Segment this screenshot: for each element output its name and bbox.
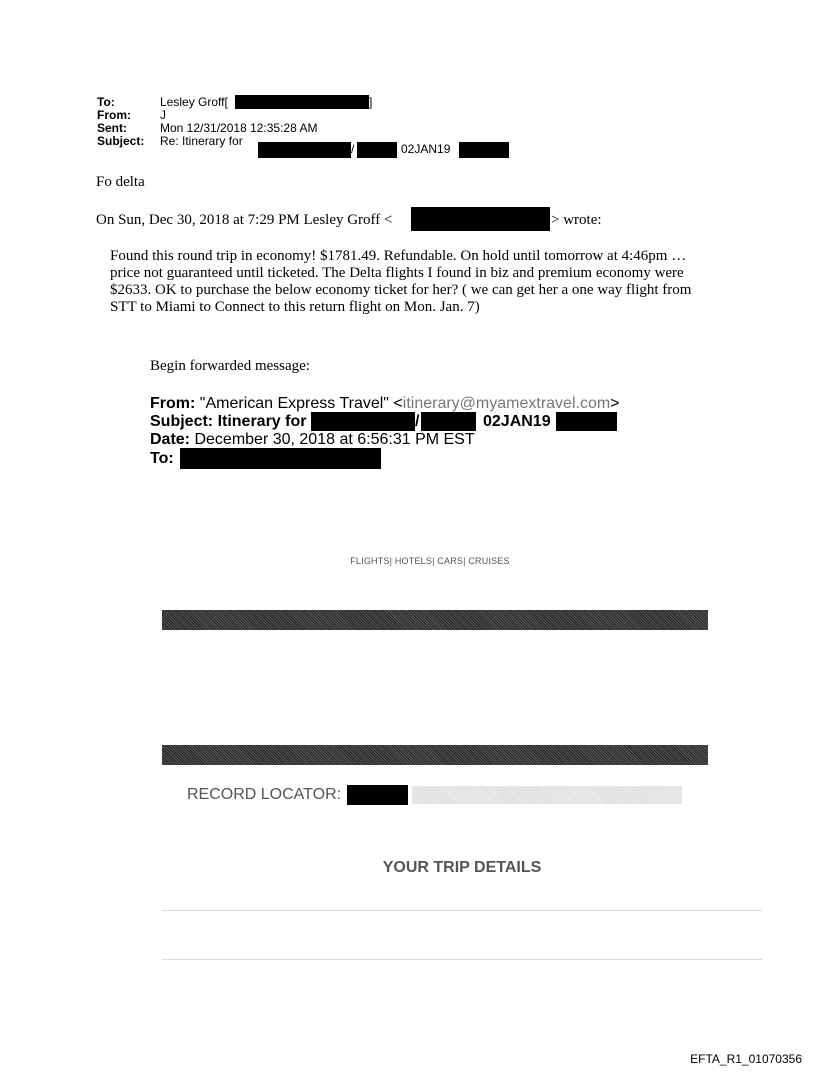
redaction-box (235, 95, 369, 109)
subject-slash: / (351, 142, 355, 156)
forward-date-label: Date: (150, 431, 191, 448)
forward-subject-label: Subject: Itinerary for (150, 413, 307, 430)
forward-date-value: December 30, 2018 at 6:56:31 PM EST (194, 431, 475, 448)
forward-from-close: > (610, 395, 620, 412)
redaction-box (180, 448, 381, 469)
trip-details-heading: YOUR TRIP DETAILS (382, 859, 542, 876)
subject-label: Subject: (97, 134, 145, 148)
header-subject-row (97, 135, 243, 148)
record-locator-bar (412, 786, 682, 804)
quote-intro-suffix: > wrote: (551, 212, 602, 228)
redaction-box (421, 412, 476, 431)
redaction-box (347, 785, 408, 805)
redaction-box (357, 142, 397, 158)
forward-from-row (150, 395, 620, 413)
forward-from-email[interactable]: itinerary@myamextravel.com (402, 395, 611, 412)
sent-label: Sent: (97, 121, 127, 135)
subject-date: 02JAN19 (401, 142, 451, 156)
forward-to-label: To: (150, 450, 174, 467)
forward-subject-slash: / (415, 413, 420, 430)
reply-text: Fo delta (96, 174, 145, 190)
forward-subject-row (150, 413, 306, 431)
redaction-box (411, 207, 550, 231)
to-close-bracket: ] (369, 95, 373, 109)
hatched-banner-bottom (162, 745, 708, 765)
from-value: J (160, 108, 166, 122)
document-id: EFTA_R1_01070356 (690, 1052, 802, 1066)
nav-links[interactable]: FLIGHTS| HOTELS| CARS| CRUISES (350, 556, 510, 566)
forward-intro: Begin forwarded message: (150, 358, 310, 374)
divider (162, 910, 762, 911)
redaction-box (556, 412, 617, 431)
quote-intro-prefix: On Sun, Dec 30, 2018 at 7:29 PM Lesley Groff < (96, 212, 393, 228)
to-value: Lesley Groff[ (160, 95, 228, 109)
forward-subject-date: 02JAN19 (483, 413, 551, 430)
hatched-banner-top (162, 610, 708, 630)
to-label: To: (97, 95, 115, 109)
quoted-message: Found this round trip in economy! $1781.49. Refundable. On hold until tomorrow at 4:46pm …price not guaranteed until ticketed. The Delta flights I found in biz and premium economy were $2633. OK to purchase the below economy ticket for her? ( we can get her a one way flight from STT to Miami to Connect to this return flight on Mon. Jan. 7) (110, 248, 692, 315)
forward-to-row (150, 450, 174, 468)
forward-from-label: From: (150, 395, 196, 412)
redaction-box (311, 412, 415, 431)
subject-prefix: Re: Itinerary for (160, 134, 243, 148)
from-label: From: (97, 108, 131, 122)
sent-value: Mon 12/31/2018 12:35:28 AM (160, 121, 318, 135)
divider (162, 959, 762, 960)
forward-from-name: "American Express Travel" < (199, 395, 403, 412)
redaction-box (459, 142, 509, 158)
record-locator-label: RECORD LOCATOR: (187, 786, 342, 803)
forward-date-row (150, 431, 475, 449)
redaction-box (258, 142, 351, 158)
